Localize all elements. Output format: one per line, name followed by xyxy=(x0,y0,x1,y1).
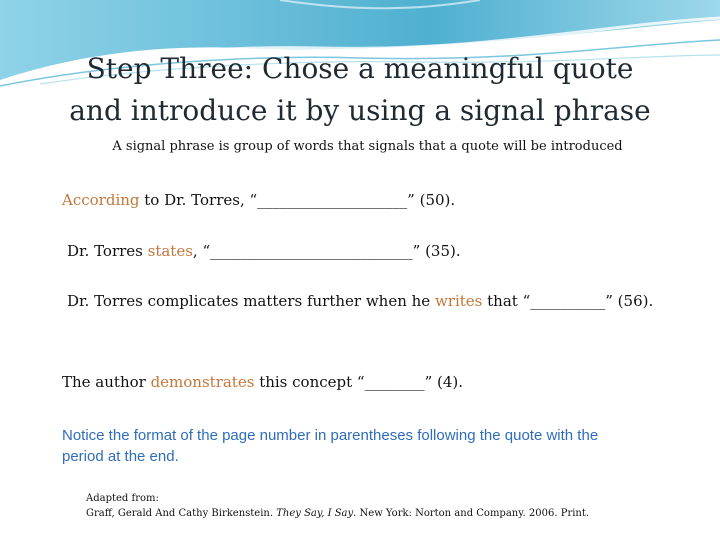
example-2-before: Dr. Torres xyxy=(67,242,148,260)
signal-verb-according: According xyxy=(62,191,140,209)
source-citation xyxy=(86,491,646,521)
signal-verb-states: states xyxy=(147,242,193,260)
title-line-2: and introduce it by using a signal phrase xyxy=(69,94,651,127)
example-2-after: , “___________________________” (35). xyxy=(192,242,461,260)
source-reference xyxy=(86,506,646,521)
example-3-after: that “__________” (56). xyxy=(482,292,654,310)
example-4-after: this concept “________” (4). xyxy=(254,373,464,391)
source-work-title: They Say, I Say xyxy=(276,508,354,519)
example-4 xyxy=(62,371,662,394)
source-publication: . New York: Norton and Company. 2006. Print. xyxy=(353,508,590,519)
example-3-before: Dr. Torres complicates matters further when he xyxy=(67,292,435,310)
signal-verb-writes: writes xyxy=(434,292,483,310)
signal-verb-demonstrates: demonstrates xyxy=(150,373,255,391)
title-line-1: Step Three: Chose a meaningful quote xyxy=(86,52,634,85)
page-title xyxy=(0,48,720,132)
example-1-after: to Dr. Torres, “____________________” (50). xyxy=(139,191,456,209)
format-notice: Notice the format of the page number in parentheses following the quote with the period at the end. xyxy=(62,427,599,465)
source-authors: Graff, Gerald And Cathy Birkenstein. xyxy=(86,508,277,519)
definition-text: A signal phrase is group of words that signals that a quote will be introduced xyxy=(112,139,623,154)
example-4-before: The author xyxy=(62,373,151,391)
example-3 xyxy=(67,290,657,313)
example-1 xyxy=(62,189,662,212)
example-2 xyxy=(67,240,667,263)
source-label: Adapted from: xyxy=(86,493,159,504)
